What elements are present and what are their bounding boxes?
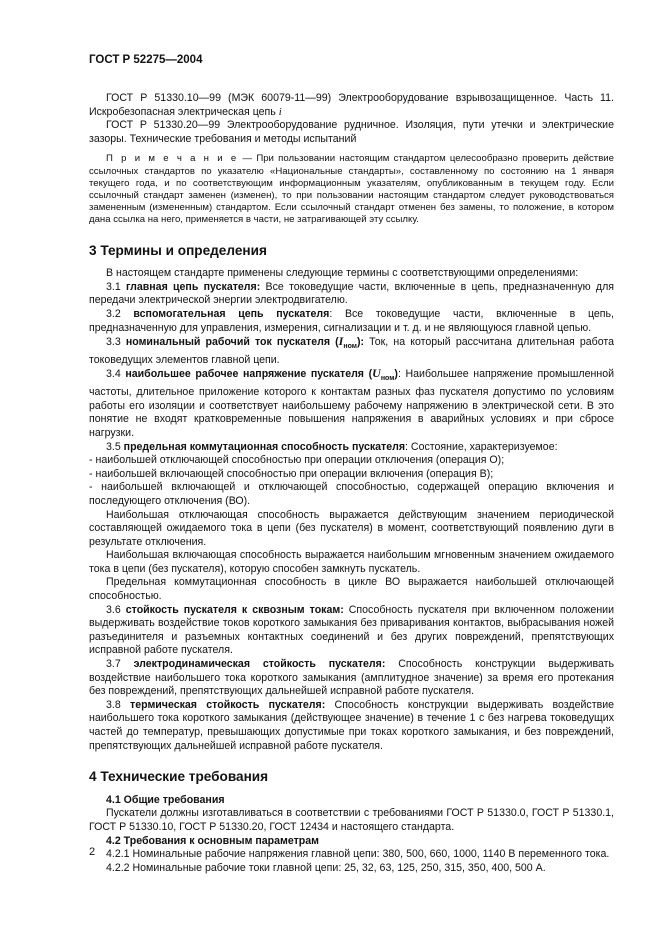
term-definition: : Все токоведущие части, включенные в цепь, предназначенную для управления, измерения, сигнализации и т. д. и не являющуюся главной цепью.: [89, 307, 615, 334]
document-header: ГОСТ Р 52275—2004: [89, 54, 203, 66]
term-name: главная цепь пускателя:: [126, 280, 261, 293]
paragraph: 4.2.1 Номинальные рабочие напряжения главной цепи: 380, 500, 660, 1000, 1140 В переменного тока.: [106, 848, 610, 861]
term-3-5: [89, 441, 614, 455]
term-number: 3.2: [106, 307, 134, 320]
term-symbol-subscript: ном: [380, 375, 395, 383]
term-number: 3.8: [106, 698, 131, 711]
paragraph: Наибольшая отключающая способность выражается действующим значением периодической составляющей ожидаемого тока в цепи (без пускателя) в момент, соответствующий появлению дуги в результате отключения.: [89, 508, 614, 548]
term-definition: Ток, на который рассчитана длительная работа токоведущих элементов главной цепи.: [89, 336, 614, 366]
subsection-4-2-heading: 4.2 Требования к основным параметрам: [106, 834, 319, 847]
term-number: 3.7: [106, 658, 134, 671]
paragraph: 4.2.2 Номинальные рабочие токи главной цепи: 25, 32, 63, 125, 250, 315, 350, 400, 500 А.: [106, 861, 546, 874]
term-name: вспомогательная цепь пускателя: [133, 307, 330, 320]
term-symbol-subscript: ном: [343, 343, 357, 351]
note-text: — При пользовании настоящим стандартом целесообразно проверить действие ссылочных стандартов по указателю «Национальные стандарты», составленному по состоянию на 1 января текущего года, и по соответствующим информационным указателям, опубликованным в текущем году. Если ссылочный стандарт заменен (изменен), то при пользовании настоящим стандартом следует руководствоваться замененным (измененным) стандартом. Если ссылочный стандарт отменен без замены, то положение, в котором дана ссылка на него, применяется в части, не затрагивающей эту ссылку.: [89, 153, 614, 226]
term-name: термическая стойкость пускателя:: [130, 698, 326, 711]
term-number: 3.3: [106, 336, 126, 349]
term-3-2: [89, 308, 614, 335]
page-number: 2: [89, 846, 96, 858]
reference-item: ГОСТ Р 51330.20—99 Электрооборудование рудничное. Изоляция, пути утечки и электрические зазоры. Технические требования и методы испытаний: [89, 119, 614, 145]
term-definition: Способность конструкции выдерживать воздействие наибольшего тока короткого замыкания (действующее значение) в течение 1 с без нагрева токоведущих частей до температур, превышающих допустимые при токах короткого замыкания, и без повреждений, препятствующих дальнейшей исправной работе пускателя.: [89, 698, 615, 752]
reference-item: [89, 92, 614, 119]
section-3-heading: 3 Термины и определения: [89, 242, 267, 258]
term-definition: : Состояние, характеризуемое:: [405, 440, 558, 453]
list-item: - наибольшей отключающей способностью при операции отключения (операция О);: [89, 454, 505, 467]
term-number: 3.5: [106, 440, 124, 453]
term-3-8: [89, 699, 614, 753]
note: [89, 153, 614, 226]
paragraph: Наибольшая включающая способность выражается наибольшим мгновенным значением ожидаемого тока в цепи (без пускателя), которую способен замкнуть пускатель.: [89, 549, 614, 575]
term-name: стойкость пускателя к сквозным токам:: [125, 603, 344, 616]
section-4-heading: 4 Технические требования: [89, 769, 269, 785]
term-symbol: I: [338, 334, 344, 349]
term-definition: Способность конструкции выдерживать воздействие наибольшего тока короткого замыкания (амплитудное значение) за время его протекания без повреждений, препятствующих дальнейшей исправной работе пускателя.: [89, 658, 614, 698]
page-content: [89, 92, 614, 875]
note-label: П р и м е ч а н и е: [106, 153, 239, 165]
term-number: 3.4: [106, 368, 126, 381]
section-3-intro: В настоящем стандарте применены следующие термины с соответствующими определениями:: [106, 267, 579, 280]
paragraph: Предельная коммутационная способность в цикле ВО выражается наибольшей отключающей способностью.: [89, 576, 614, 603]
list-item: - наибольшей включающей способностью при операции включения (операция В);: [89, 467, 494, 480]
subsection-4-1-heading: 4.1 Общие требования: [106, 793, 225, 806]
list-item: - наибольшей включающей и отключающей способностью, содержащей операцию включения и последующего отключения (ВО).: [89, 481, 614, 507]
term-3-7: [89, 658, 614, 699]
term-3-3: [89, 335, 614, 367]
term-3-1: [89, 281, 614, 308]
term-symbol: U: [372, 366, 381, 381]
term-name: наибольшее рабочее напряжение пускателя (: [125, 368, 373, 381]
term-number: 3.1: [106, 280, 126, 293]
term-3-4: [89, 367, 614, 440]
term-close: ):: [356, 336, 364, 349]
term-name: номинальный рабочий ток пускателя (: [125, 336, 339, 349]
term-name: предельная коммутационная способность пускателя: [123, 440, 406, 453]
term-definition: : Наибольшее напряжение промышленной частоты, длительное приложение которого к контактам разных фаз пускателя допустимо по условиям работы его изоляции и соответствует наибольшему рабочему напряжению в электрической сети. В это понятие не входят кратковременные повышения напряжения в аварийных условиях и при сбросе нагрузки.: [89, 368, 614, 439]
reference-symbol: i: [278, 106, 282, 118]
term-definition: Способность пускателя при включенном положении выдерживать воздействие токов короткого замыкания без приваривания контактов, выбрасывания ножей разъединителя и разъемных контактных соединений и без других повреждений, препятствующих исправной работе пускателя.: [89, 603, 615, 657]
term-number: 3.6: [106, 603, 126, 616]
term-definition: Все токоведущие части, включенные в цепь, предназначенную для передачи электрической энергии электродвигателю.: [89, 280, 614, 307]
term-name: электродинамическая стойкость пускателя:: [133, 658, 386, 671]
term-close: ): [394, 368, 398, 381]
reference-text: ГОСТ Р 51330.10—99 (МЭК 60079-11—99) Электрооборудование взрывозащищенное. Часть 11. Искробезопасная электрическая цепь: [89, 92, 614, 118]
term-3-6: [89, 604, 614, 658]
paragraph: Пускатели должны изготавливаться в соответствии с требованиями ГОСТ Р 51330.0, ГОСТ Р 51330.1, ГОСТ Р 51330.10, ГОСТ Р 51330.20, ГОСТ 12434 и настоящего стандарта.: [89, 807, 614, 833]
